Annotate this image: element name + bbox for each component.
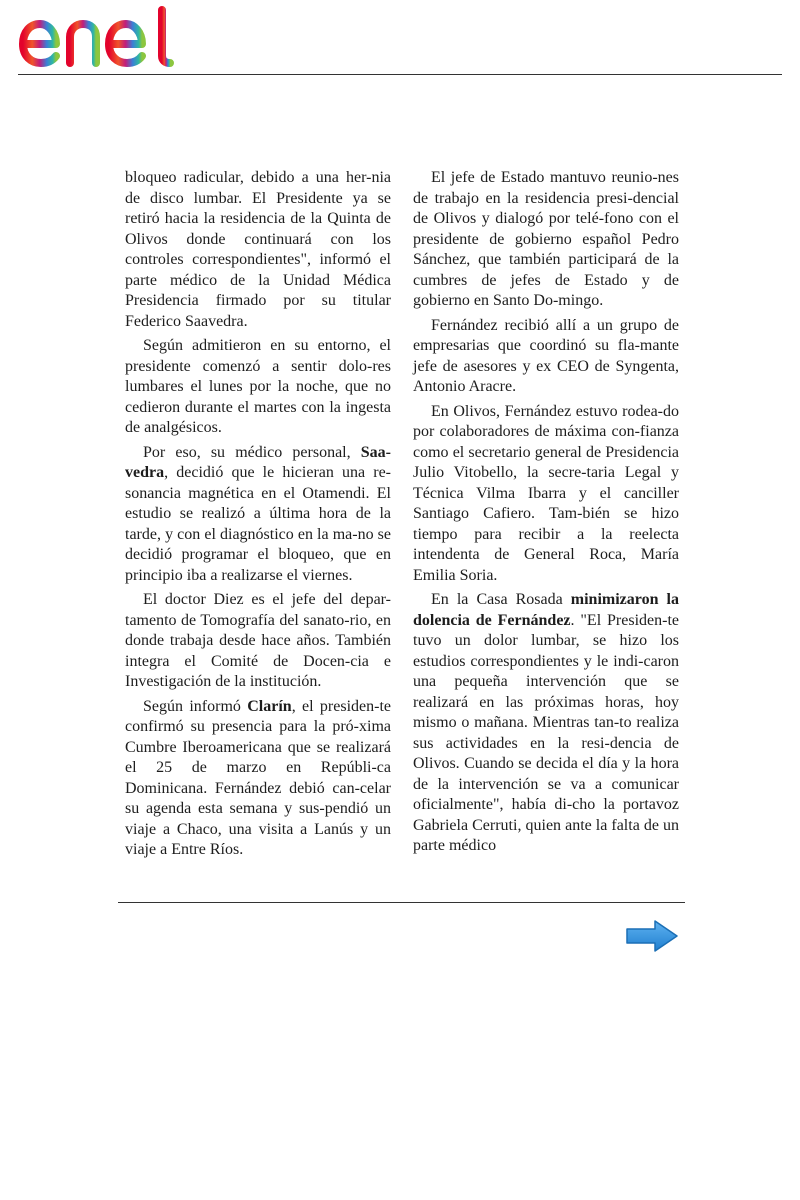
- enel-logo: [18, 4, 180, 68]
- paragraph: El doctor Diez es el jefe del depar-tamento de Tomografía del sanato-rio, en donde trabaja desde hace años. También integra el Comité de Docen-cia e Investigación de la institución.: [125, 591, 391, 690]
- article-column-left: [125, 168, 391, 865]
- bold-text: Saa-vedra: [125, 443, 391, 481]
- paragraph: bloqueo radicular, debido a una her-nia de disco lumbar. El Presidente ya se retiró hacia la residencia de la Quinta de Olivos donde continuará con los controles correspondientes", informó el parte médico de la Unidad Médica Presidencia firmado por su titular Federico Saavedra.: [125, 169, 391, 330]
- paragraph: En Olivos, Fernández estuvo rodea-do por colaboradores de máxima con-fianza como el secretario general de Presidencia Julio Vitobello, la secre-taria Legal y Técnica Vilma Ibarra y el canciller Santiago Cafiero. Tam-bién se hizo tiempo para recibir a la reelecta intendenta de General Roca, María Emilia Soria.: [413, 402, 679, 584]
- top-divider: [18, 74, 782, 75]
- bold-text: minimizaron la dolencia de Fernández: [413, 591, 679, 629]
- bottom-divider: [118, 902, 685, 903]
- paragraph: Según informó Clarín, el presiden-te confirmó su presencia para la pró-xima Cumbre Iberoamericana que se realizará el 25 de marzo en Repúbli-ca Dominicana. Fernández debió can-celar su agenda esta semana y sus-pendió un viaje a Chaco, una visita a Lanús y un viaje a Entre Ríos.: [125, 697, 391, 858]
- paragraph: Fernández recibió allí a un grupo de empresarias que coordinó su fla-mante jefe de asesores y ex CEO de Syngenta, Antonio Aracre.: [413, 316, 679, 395]
- paragraph: El jefe de Estado mantuvo reunio-nes de trabajo en la residencia presi-dencial de Olivos y dialogó por telé-fono con el presidente de gobierno español Pedro Sánchez, que también participará de la cumbres de jefes de Estado y de gobierno en Santo Do-mingo.: [413, 169, 679, 309]
- paragraph: Según admitieron en su entorno, el presidente comenzó a sentir dolo-res lumbares el lunes por la noche, que no cedieron durante el martes con la ingesta de analgésicos.: [125, 337, 391, 436]
- paragraph: Por eso, su médico personal, Saa-vedra, decidió que le hicieran una re-sonancia magnética en el Otamendi. El estudio se realizó a última hora de la tarde, y con el diagnóstico en la ma-no se decidió programar el bloqueo, que en principio iba a realizarse el viernes.: [125, 443, 391, 584]
- paragraph: En la Casa Rosada minimizaron la dolencia de Fernández. "El Presiden-te tuvo un dolor lumbar, se hizo los estudios correspondientes y le indi-caron una pequeña intervención que se realizará en las próximas horas, hoy mismo o mañana. Mientras tan-to realiza sus actividades en la resi-dencia de Olivos. Cuando se decida el día y la hora de la intervención se va a comunicar oficialmente", había di-cho la portavoz Gabriela Cerruti, quien ante la falta de un parte médico: [413, 591, 679, 854]
- next-page-arrow-icon[interactable]: [625, 918, 679, 954]
- article-column-right: [413, 168, 679, 865]
- bold-text: Clarín: [247, 697, 292, 715]
- article-body: [125, 168, 679, 865]
